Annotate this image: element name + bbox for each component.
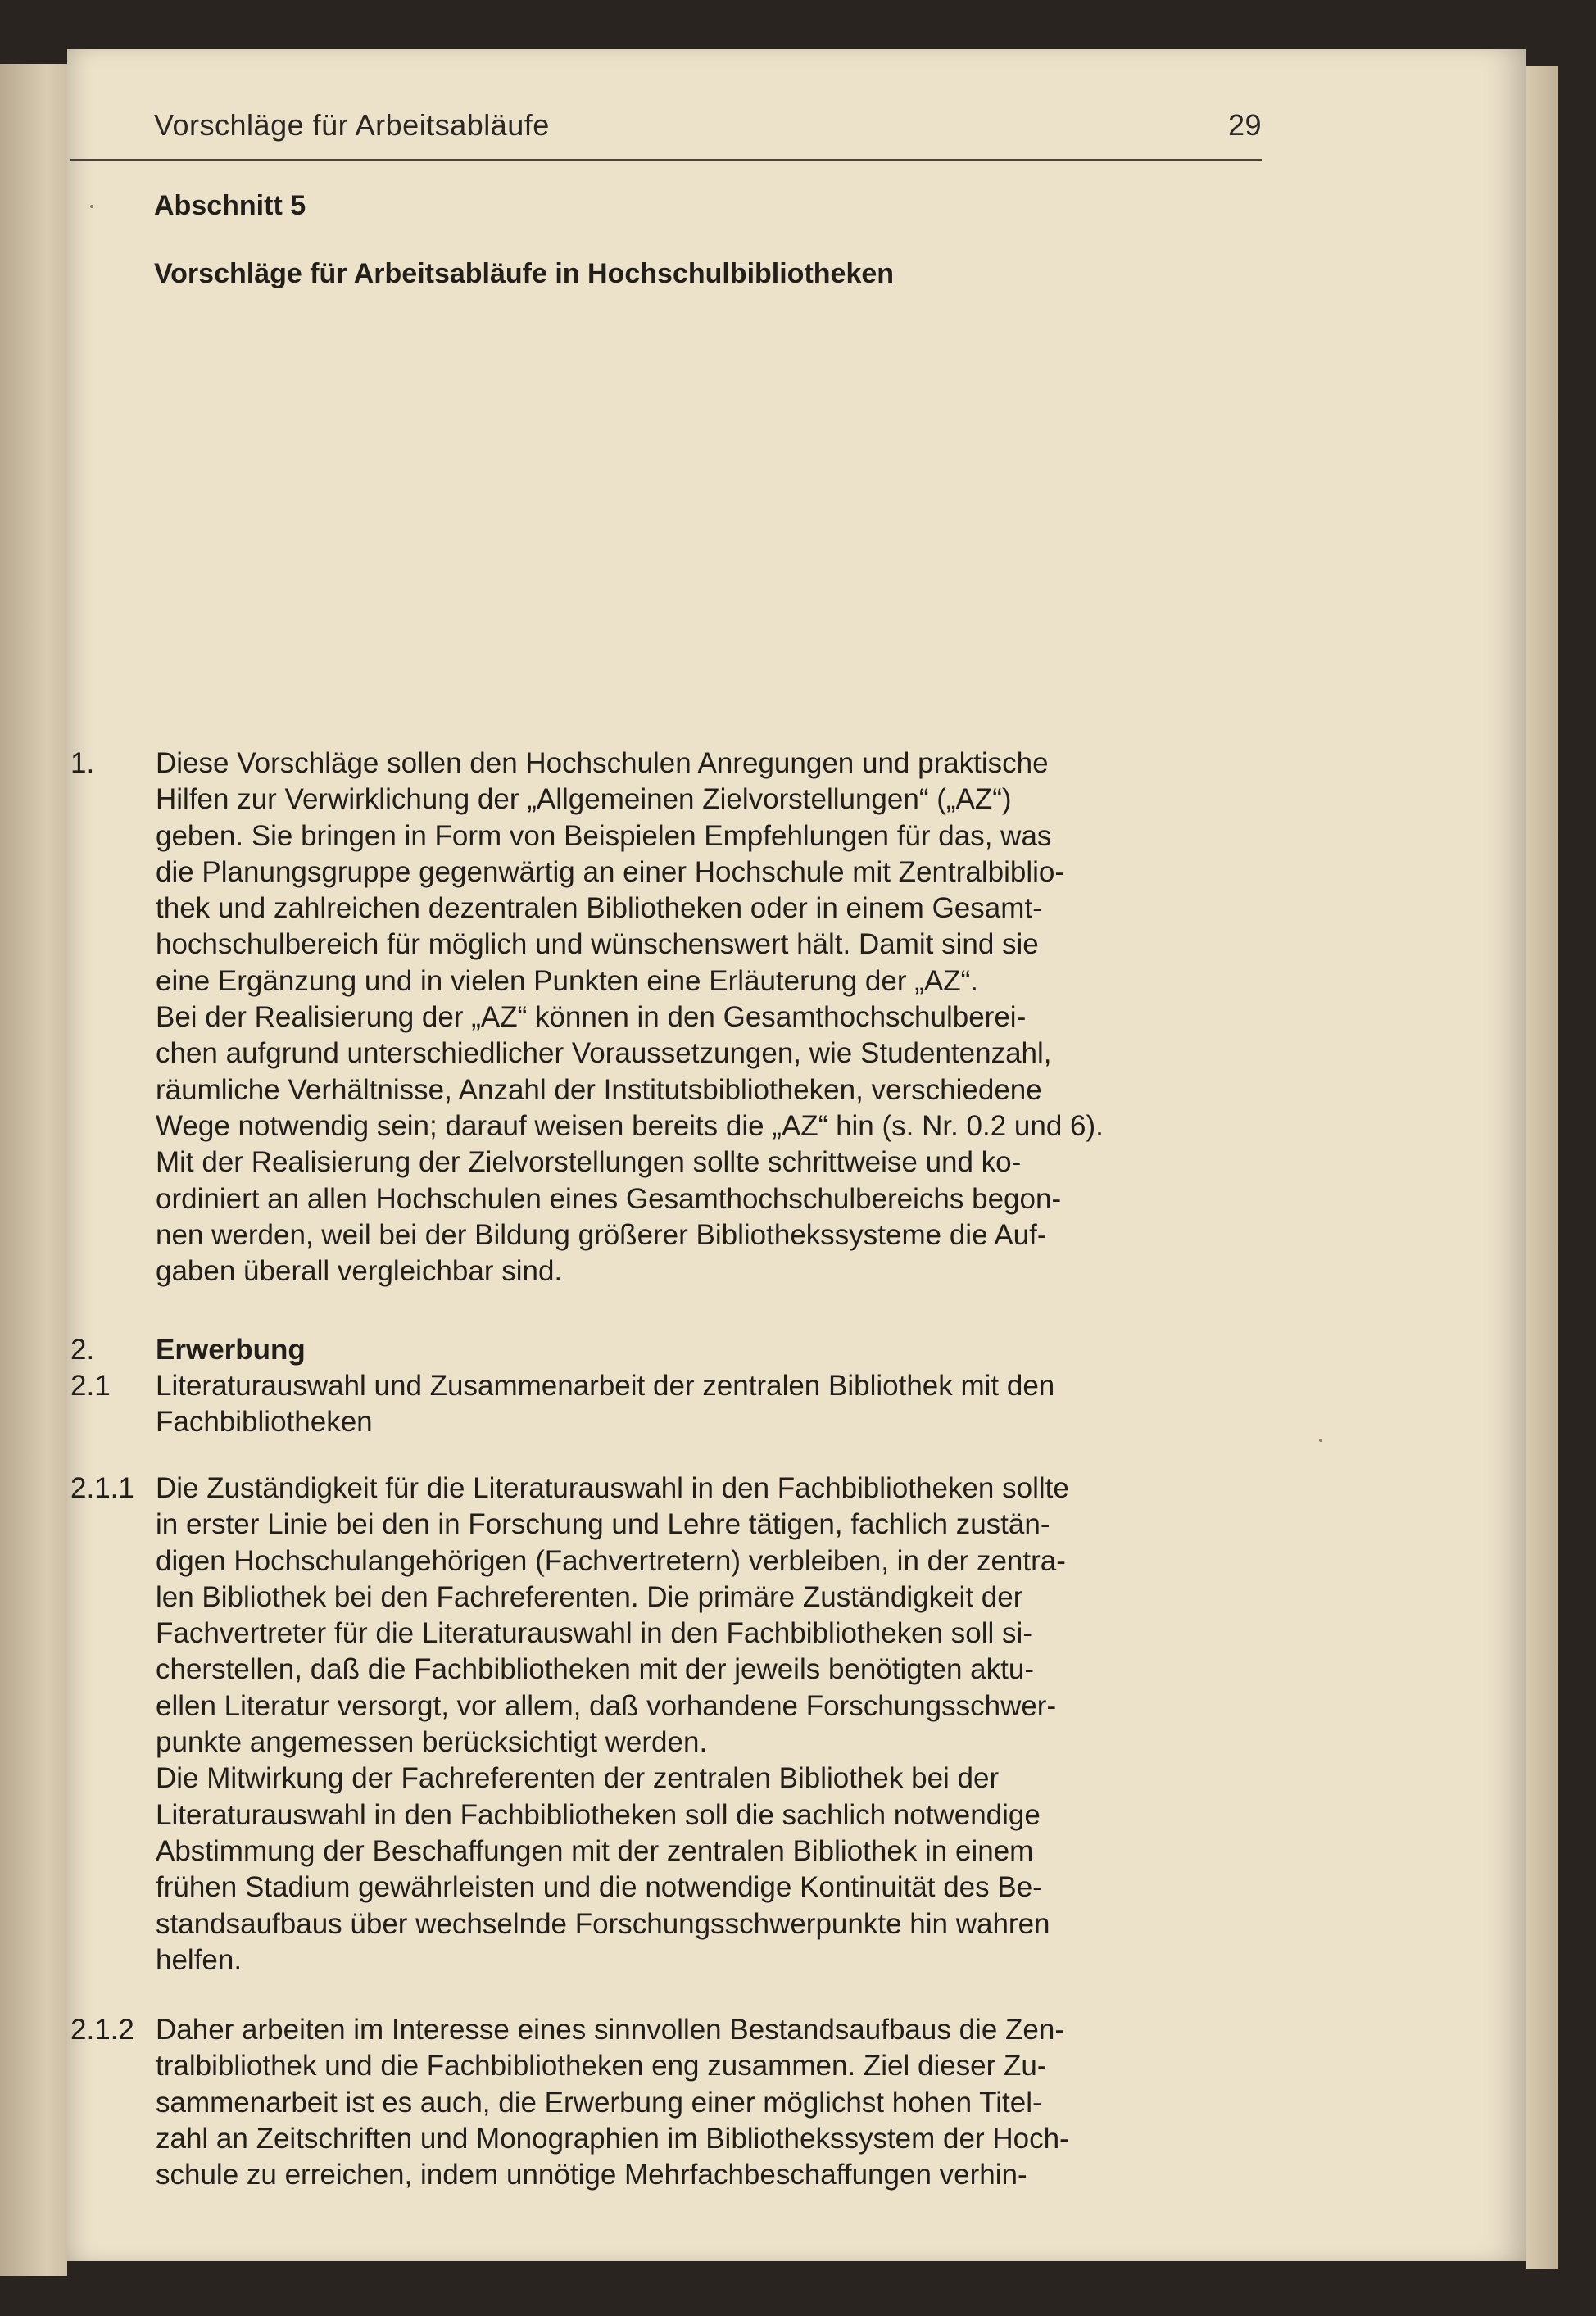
running-head	[154, 108, 1262, 143]
section-label: Abschnitt 5	[154, 190, 306, 221]
paragraph-2	[70, 1332, 1283, 1368]
section-title: Vorschläge für Arbeitsabläufe in Hochschulbibliotheken	[154, 258, 895, 289]
running-head-title: Vorschläge für Arbeitsabläufe	[154, 108, 550, 142]
page-stack-edge	[1526, 66, 1558, 2269]
paragraph-2-1-1	[70, 1471, 1283, 1978]
paragraph-2-1-2	[70, 2012, 1283, 2193]
facing-page-edge	[0, 64, 67, 2276]
paper-speck	[1319, 1439, 1322, 1442]
paragraph-number: 2.	[70, 1334, 95, 1366]
heading-text: Erwerbung	[156, 1334, 306, 1366]
page-number: 29	[1227, 108, 1262, 142]
paragraph-number: 2.1.1	[70, 1472, 134, 1504]
paragraph-1	[70, 746, 1283, 1289]
paragraph-text: Diese Vorschläge sollen den Hochschulen Anregungen und praktische Hilfen zur Verwirklichung der „Allgemeinen Zielvorstellungen“ („AZ“) geben. Sie bringen in Form von Beispielen Empfehlungen für das, was die Planungsgruppe gegenwärtig an einer Hochschule mit Zentralbiblio- thek und zahlreichen dezentralen Bibliotheken oder in einem Gesamt- hochschulbereich für möglich und wünschenswert hält. Damit sind sie eine Ergänzung und in vielen Punkten eine Erläuterung der „AZ“. Bei der Realisierung der „AZ“ können in den Gesamthochschulberei- chen aufgrund unterschiedlicher Voraussetzungen, wie Studentenzahl, räumliche Verhältnisse, Anzahl der Institutsbibliotheken, verschiedene Wege notwendig sein; darauf weisen bereits die „AZ“ hin (s. Nr. 0.2 und 6). Mit der Realisierung der Zielvorstellungen sollte schrittweise und ko- ordiniert an allen Hochschulen eines Gesamthochschulbereichs begon- nen werden, weil bei der Bildung größerer Bibliothekssysteme die Auf- gaben überall vergleichbar sind.	[156, 747, 1104, 1288]
paragraph-2-1	[70, 1368, 1283, 1441]
paragraph-text: Daher arbeiten im Interesse eines sinnvollen Bestandsaufbaus die Zen- tralbibliothek und die Fachbibliotheken eng zusammen. Ziel dieser Zu- sammenarbeit ist es auch, die Erwerbung einer möglichst hohen Titel- zahl an Zeitschriften und Monographien im Bibliothekssystem der Hoch- schule zu erreichen, indem unnötige Mehrfachbeschaffungen verhin-	[156, 2014, 1069, 2191]
paragraph-text: Die Zuständigkeit für die Literaturauswahl in den Fachbibliotheken sollte in erster Linie bei den in Forschung und Lehre tätigen, fachlich zustän- digen Hochschulangehörigen (Fachvertretern) verbleiben, in der zentra- len Bibliothek bei den Fachreferenten. Die primäre Zuständigkeit der Fachvertreter für die Literaturauswahl in den Fachbibliotheken soll si- cherstellen, daß die Fachbibliotheken mit der jeweils benötigten aktu- ellen Literatur versorgt, vor allem, daß vorhandene Forschungsschwer- punkte angemessen berücksichtigt werden. Die Mitwirkung der Fachreferenten der zentralen Bibliothek bei der Literaturauswahl in den Fachbibliotheken soll die sachlich notwendige Abstimmung der Beschaffungen mit der zentralen Bibliothek in einem frühen Stadium gewährleisten und die notwendige Kontinuität des Be- standsaufbaus über wechselnde Forschungsschwerpunkte hin wahren helfen.	[156, 1472, 1069, 1976]
paragraph-number: 1.	[70, 747, 95, 779]
paragraph-text: Literaturauswahl und Zusammenarbeit der zentralen Bibliothek mit den Fachbibliotheken	[156, 1370, 1055, 1439]
paragraph-number: 2.1	[70, 1370, 111, 1402]
header-rule	[70, 159, 1262, 161]
paragraph-number: 2.1.2	[70, 2014, 134, 2046]
paper-speck	[90, 205, 93, 208]
